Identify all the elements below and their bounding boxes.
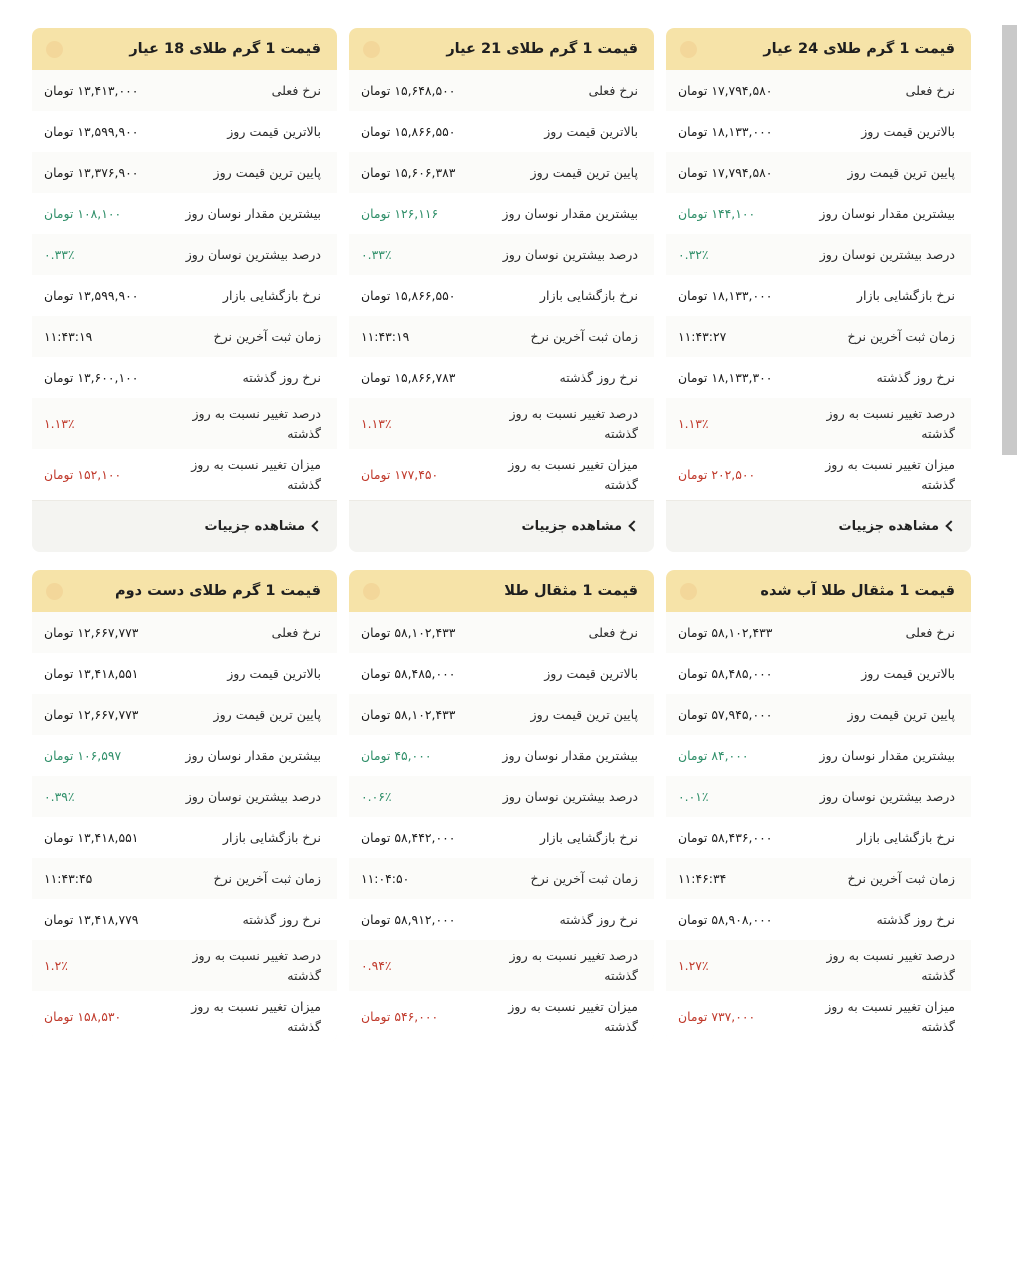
price-row-value: ۵۸,۴۸۵,۰۰۰ تومان	[361, 665, 456, 681]
price-row-value: ۱۷,۷۹۴,۵۸۰ تومان	[678, 164, 773, 180]
price-row-label: نرخ بازگشایی بازار	[539, 829, 638, 845]
price-card-title: قیمت 1 گرم طلای 24 عیار	[763, 41, 955, 57]
price-card-footer	[349, 500, 654, 552]
price-row-value: ۱۳,۵۹۹,۹۰۰ تومان	[44, 123, 139, 139]
price-row-value: ۱۵,۸۶۶,۵۵۰ تومان	[361, 287, 456, 303]
price-row-label: درصد بیشترین نوسان روز	[819, 246, 955, 262]
price-row-value: ۱۵,۶۰۶,۳۸۳ تومان	[361, 164, 456, 180]
price-row-label: نرخ بازگشایی بازار	[856, 287, 955, 303]
price-row-value: ۱۵۲,۱۰۰ تومان	[44, 466, 122, 482]
price-row-label: درصد تغییر نسبت به روز گذشته	[826, 948, 955, 983]
price-card	[349, 570, 654, 1042]
price-card	[32, 570, 337, 1042]
price-row-value: ۱۱:۴۳:۴۵	[44, 870, 93, 886]
price-row-label: زمان ثبت آخرین نرخ	[530, 870, 638, 886]
price-row-label: بیشترین مقدار نوسان روز	[819, 747, 955, 763]
status-dot-icon	[46, 41, 63, 58]
view-details-label: مشاهده جزییات	[838, 519, 939, 535]
view-details-link[interactable]	[522, 519, 638, 534]
price-row-value: ۱۳,۴۱۸,۵۵۱ تومان	[44, 665, 139, 681]
price-row-yesterday-rate	[349, 899, 654, 940]
price-row-max-fluctuation-pct	[666, 776, 971, 817]
price-card-title: قیمت 1 گرم طلای دست دوم	[114, 583, 321, 600]
price-row-label: بالاترین قیمت روز	[861, 665, 955, 681]
chevron-left-icon	[628, 520, 639, 531]
price-row-yesterday-rate	[666, 357, 971, 398]
price-row-value: ۱۴۴,۱۰۰ تومان	[678, 205, 756, 221]
price-row-current-rate	[666, 612, 971, 653]
price-row-label: زمان ثبت آخرین نرخ	[847, 328, 955, 344]
price-row-label: بالاترین قیمت روز	[227, 665, 321, 681]
price-row-label: میزان تغییر نسبت به روز گذشته	[191, 457, 321, 492]
price-card-header	[349, 28, 654, 70]
price-row-value: ۰.۹۴٪	[361, 957, 392, 973]
price-row-market-open-rate	[32, 275, 337, 316]
price-row-change-amount	[666, 991, 971, 1042]
price-row-highest-today	[32, 653, 337, 694]
price-row-last-update-time	[32, 316, 337, 357]
price-row-value: ۰.۳۹٪	[44, 788, 75, 804]
price-row-lowest-today	[32, 152, 337, 193]
price-row-value: ۱.۲۷٪	[678, 957, 709, 973]
price-card-title: قیمت 1 مثقال طلا	[504, 583, 638, 600]
price-row-value: ۱۳,۴۱۳,۰۰۰ تومان	[44, 82, 139, 98]
price-row-value: ۱۵,۸۶۶,۷۸۳ تومان	[361, 369, 456, 385]
price-row-value: ۵۸,۴۸۵,۰۰۰ تومان	[678, 665, 773, 681]
price-row-value: ۱۷,۷۹۴,۵۸۰ تومان	[678, 82, 773, 98]
price-card-header	[666, 570, 971, 612]
price-row-lowest-today	[349, 152, 654, 193]
price-row-max-fluctuation-pct	[32, 234, 337, 275]
price-row-value: ۰.۰۶٪	[361, 788, 392, 804]
price-row-highest-today	[349, 653, 654, 694]
price-row-max-fluctuation-pct	[349, 234, 654, 275]
price-card-footer	[32, 500, 337, 552]
price-row-label: نرخ بازگشایی بازار	[222, 287, 321, 303]
price-row-last-update-time	[666, 316, 971, 357]
price-row-yesterday-rate	[349, 357, 654, 398]
price-row-label: بیشترین مقدار نوسان روز	[185, 747, 321, 763]
view-details-label: مشاهده جزییات	[521, 519, 622, 535]
price-row-label: بالاترین قیمت روز	[861, 123, 955, 139]
price-row-value: ۱۲۶,۱۱۶ تومان	[361, 205, 439, 221]
price-row-label: زمان ثبت آخرین نرخ	[213, 870, 321, 886]
price-row-current-rate	[349, 612, 654, 653]
status-dot-icon	[680, 583, 697, 600]
price-row-yesterday-rate	[666, 899, 971, 940]
chevron-left-icon	[945, 520, 956, 531]
price-row-label: نرخ روز گذشته	[876, 911, 955, 927]
price-card-title: قیمت 1 مثقال طلا آب شده	[760, 583, 955, 600]
price-row-change-pct	[666, 398, 971, 449]
view-details-label: مشاهده جزییات	[204, 519, 305, 535]
price-card	[349, 28, 654, 552]
price-row-label: بیشترین مقدار نوسان روز	[819, 205, 955, 221]
price-row-label: میزان تغییر نسبت به روز گذشته	[825, 999, 955, 1034]
price-row-label: بیشترین مقدار نوسان روز	[185, 205, 321, 221]
price-row-last-update-time	[349, 316, 654, 357]
price-row-label: درصد بیشترین نوسان روز	[502, 246, 638, 262]
price-row-change-pct	[349, 940, 654, 991]
price-row-label: نرخ فعلی	[271, 82, 321, 98]
price-row-value: ۸۴,۰۰۰ تومان	[678, 747, 749, 763]
status-dot-icon	[363, 583, 380, 600]
price-row-value: ۰.۰۱٪	[678, 788, 709, 804]
price-row-value: ۵۸,۴۴۲,۰۰۰ تومان	[361, 829, 456, 845]
price-row-lowest-today	[666, 694, 971, 735]
price-row-value: ۱۱:۴۳:۱۹	[44, 328, 93, 344]
price-row-value: ۵۴۶,۰۰۰ تومان	[361, 1009, 439, 1024]
price-row-max-fluctuation	[32, 193, 337, 234]
price-row-current-rate	[32, 70, 337, 111]
price-row-label: نرخ بازگشایی بازار	[856, 829, 955, 845]
price-card-title: قیمت 1 گرم طلای 21 عیار	[446, 41, 638, 57]
status-dot-icon	[363, 41, 380, 58]
price-row-label: درصد بیشترین نوسان روز	[502, 788, 638, 804]
price-row-change-amount	[349, 991, 654, 1042]
price-row-label: درصد بیشترین نوسان روز	[185, 246, 321, 262]
price-row-label: درصد تغییر نسبت به روز گذشته	[192, 948, 321, 983]
price-row-value: ۱.۲٪	[44, 957, 68, 973]
price-row-highest-today	[666, 653, 971, 694]
price-row-change-pct	[666, 940, 971, 991]
price-row-label: نرخ فعلی	[588, 82, 638, 98]
price-row-value: ۱۳,۴۱۸,۷۷۹ تومان	[44, 911, 139, 927]
price-row-market-open-rate	[666, 275, 971, 316]
price-row-value: ۱.۱۳٪	[361, 415, 392, 431]
price-row-label: بیشترین مقدار نوسان روز	[502, 747, 638, 763]
price-row-value: ۰.۳۳٪	[361, 246, 392, 262]
price-row-market-open-rate	[32, 817, 337, 858]
price-row-label: نرخ فعلی	[588, 624, 638, 640]
price-row-change-pct	[349, 398, 654, 449]
price-row-highest-today	[32, 111, 337, 152]
price-row-value: ۵۸,۱۰۲,۴۳۳ تومان	[678, 624, 773, 640]
price-row-label: میزان تغییر نسبت به روز گذشته	[508, 999, 638, 1034]
price-row-label: درصد تغییر نسبت به روز گذشته	[509, 948, 638, 983]
price-row-label: درصد تغییر نسبت به روز گذشته	[826, 406, 955, 441]
price-row-last-update-time	[666, 858, 971, 899]
price-row-value: ۵۸,۱۰۲,۴۳۳ تومان	[361, 624, 456, 640]
price-card-header	[666, 28, 971, 70]
price-row-value: ۱۳,۳۷۶,۹۰۰ تومان	[44, 164, 139, 180]
price-row-label: نرخ فعلی	[905, 624, 955, 640]
price-row-value: ۵۸,۱۰۲,۴۳۳ تومان	[361, 706, 456, 722]
price-row-max-fluctuation-pct	[32, 776, 337, 817]
price-row-last-update-time	[32, 858, 337, 899]
price-row-market-open-rate	[349, 817, 654, 858]
price-row-value: ۱۳,۶۰۰,۱۰۰ تومان	[44, 369, 139, 385]
price-row-current-rate	[32, 612, 337, 653]
price-row-max-fluctuation	[666, 193, 971, 234]
price-row-label: درصد بیشترین نوسان روز	[819, 788, 955, 804]
price-row-label: میزان تغییر نسبت به روز گذشته	[508, 457, 638, 492]
price-row-yesterday-rate	[32, 899, 337, 940]
price-row-last-update-time	[349, 858, 654, 899]
price-row-label: زمان ثبت آخرین نرخ	[213, 328, 321, 344]
price-row-value: ۱۱:۰۴:۵۰	[361, 870, 410, 886]
price-row-label: نرخ روز گذشته	[876, 369, 955, 385]
price-row-label: پایین ترین قیمت روز	[213, 706, 321, 722]
price-row-value: ۵۸,۴۳۶,۰۰۰ تومان	[678, 829, 773, 845]
price-row-change-pct	[32, 940, 337, 991]
vertical-scrollbar[interactable]	[1001, 0, 1018, 1280]
price-row-change-amount	[32, 449, 337, 500]
price-row-label: پایین ترین قیمت روز	[530, 164, 638, 180]
price-row-lowest-today	[32, 694, 337, 735]
price-row-highest-today	[349, 111, 654, 152]
scrollbar-thumb[interactable]	[1002, 25, 1017, 455]
price-row-value: ۷۳۷,۰۰۰ تومان	[678, 1009, 756, 1024]
price-row-label: پایین ترین قیمت روز	[847, 706, 955, 722]
price-card	[32, 28, 337, 552]
price-row-value: ۱۱:۴۶:۳۴	[678, 870, 727, 886]
price-row-label: بالاترین قیمت روز	[544, 123, 638, 139]
price-row-lowest-today	[666, 152, 971, 193]
price-row-label: میزان تغییر نسبت به روز گذشته	[191, 999, 321, 1034]
price-row-label: درصد بیشترین نوسان روز	[185, 788, 321, 804]
price-card-header	[32, 28, 337, 70]
price-row-value: ۱۸,۱۳۳,۰۰۰ تومان	[678, 287, 773, 303]
view-details-link[interactable]	[205, 519, 321, 534]
price-row-lowest-today	[349, 694, 654, 735]
price-row-value: ۱۲,۶۶۷,۷۷۳ تومان	[44, 624, 139, 640]
price-row-value: ۱۰۶,۵۹۷ تومان	[44, 747, 122, 763]
price-row-value: ۵۷,۹۴۵,۰۰۰ تومان	[678, 706, 773, 722]
price-row-value: ۱۵۸,۵۳۰ تومان	[44, 1009, 122, 1024]
status-dot-icon	[680, 41, 697, 58]
price-row-yesterday-rate	[32, 357, 337, 398]
price-row-max-fluctuation-pct	[666, 234, 971, 275]
price-row-label: نرخ فعلی	[905, 82, 955, 98]
price-row-value: ۱.۱۳٪	[44, 415, 75, 431]
price-row-value: ۴۵,۰۰۰ تومان	[361, 747, 432, 763]
price-row-value: ۱۰۸,۱۰۰ تومان	[44, 205, 122, 221]
price-card	[666, 570, 971, 1042]
price-row-value: ۱۵,۶۴۸,۵۰۰ تومان	[361, 82, 456, 98]
price-row-max-fluctuation	[349, 193, 654, 234]
price-row-label: نرخ روز گذشته	[242, 369, 321, 385]
price-row-value: ۲۰۲,۵۰۰ تومان	[678, 466, 756, 482]
price-row-change-pct	[32, 398, 337, 449]
price-row-value: ۵۸,۹۱۲,۰۰۰ تومان	[361, 911, 456, 927]
price-card-footer	[666, 500, 971, 552]
price-row-label: زمان ثبت آخرین نرخ	[530, 328, 638, 344]
price-row-market-open-rate	[666, 817, 971, 858]
price-card-title: قیمت 1 گرم طلای 18 عیار	[129, 41, 321, 57]
price-row-value: ۱۷۷,۴۵۰ تومان	[361, 466, 439, 482]
price-row-label: نرخ روز گذشته	[559, 369, 638, 385]
price-row-max-fluctuation	[349, 735, 654, 776]
price-row-value: ۱۳,۴۱۸,۵۵۱ تومان	[44, 829, 139, 845]
price-row-highest-today	[666, 111, 971, 152]
price-row-value: ۱.۱۳٪	[678, 415, 709, 431]
price-row-value: ۱۱:۴۳:۲۷	[678, 328, 727, 344]
price-row-value: ۱۸,۱۳۳,۰۰۰ تومان	[678, 123, 773, 139]
price-row-label: زمان ثبت آخرین نرخ	[847, 870, 955, 886]
price-row-current-rate	[349, 70, 654, 111]
price-row-value: ۵۸,۹۰۸,۰۰۰ تومان	[678, 911, 773, 927]
chevron-left-icon	[311, 520, 322, 531]
price-row-label: بالاترین قیمت روز	[227, 123, 321, 139]
price-row-label: نرخ بازگشایی بازار	[222, 829, 321, 845]
price-row-label: نرخ فعلی	[271, 624, 321, 640]
price-row-current-rate	[666, 70, 971, 111]
status-dot-icon	[46, 583, 63, 600]
price-row-max-fluctuation-pct	[349, 776, 654, 817]
price-row-label: بیشترین مقدار نوسان روز	[502, 205, 638, 221]
price-row-value: ۰.۳۲٪	[678, 246, 709, 262]
price-row-label: نرخ روز گذشته	[242, 911, 321, 927]
price-row-label: درصد تغییر نسبت به روز گذشته	[192, 406, 321, 441]
price-row-label: درصد تغییر نسبت به روز گذشته	[509, 406, 638, 441]
price-row-change-amount	[666, 449, 971, 500]
price-row-value: ۱۱:۴۳:۱۹	[361, 328, 410, 344]
price-row-max-fluctuation	[32, 735, 337, 776]
price-row-max-fluctuation	[666, 735, 971, 776]
price-card-header	[349, 570, 654, 612]
price-row-value: ۱۲,۶۶۷,۷۷۳ تومان	[44, 706, 139, 722]
price-card	[666, 28, 971, 552]
price-row-value: ۱۳,۵۹۹,۹۰۰ تومان	[44, 287, 139, 303]
price-row-label: پایین ترین قیمت روز	[213, 164, 321, 180]
price-row-market-open-rate	[349, 275, 654, 316]
price-row-label: بالاترین قیمت روز	[544, 665, 638, 681]
price-row-value: ۱۵,۸۶۶,۵۵۰ تومان	[361, 123, 456, 139]
price-row-label: نرخ روز گذشته	[559, 911, 638, 927]
price-row-value: ۰.۳۳٪	[44, 246, 75, 262]
price-row-value: ۱۸,۱۳۳,۳۰۰ تومان	[678, 369, 773, 385]
price-row-label: میزان تغییر نسبت به روز گذشته	[825, 457, 955, 492]
view-details-link[interactable]	[839, 519, 955, 534]
price-row-change-amount	[349, 449, 654, 500]
price-row-label: پایین ترین قیمت روز	[847, 164, 955, 180]
price-row-change-amount	[32, 991, 337, 1042]
price-row-label: نرخ بازگشایی بازار	[539, 287, 638, 303]
price-row-label: پایین ترین قیمت روز	[530, 706, 638, 722]
price-card-header	[32, 570, 337, 612]
